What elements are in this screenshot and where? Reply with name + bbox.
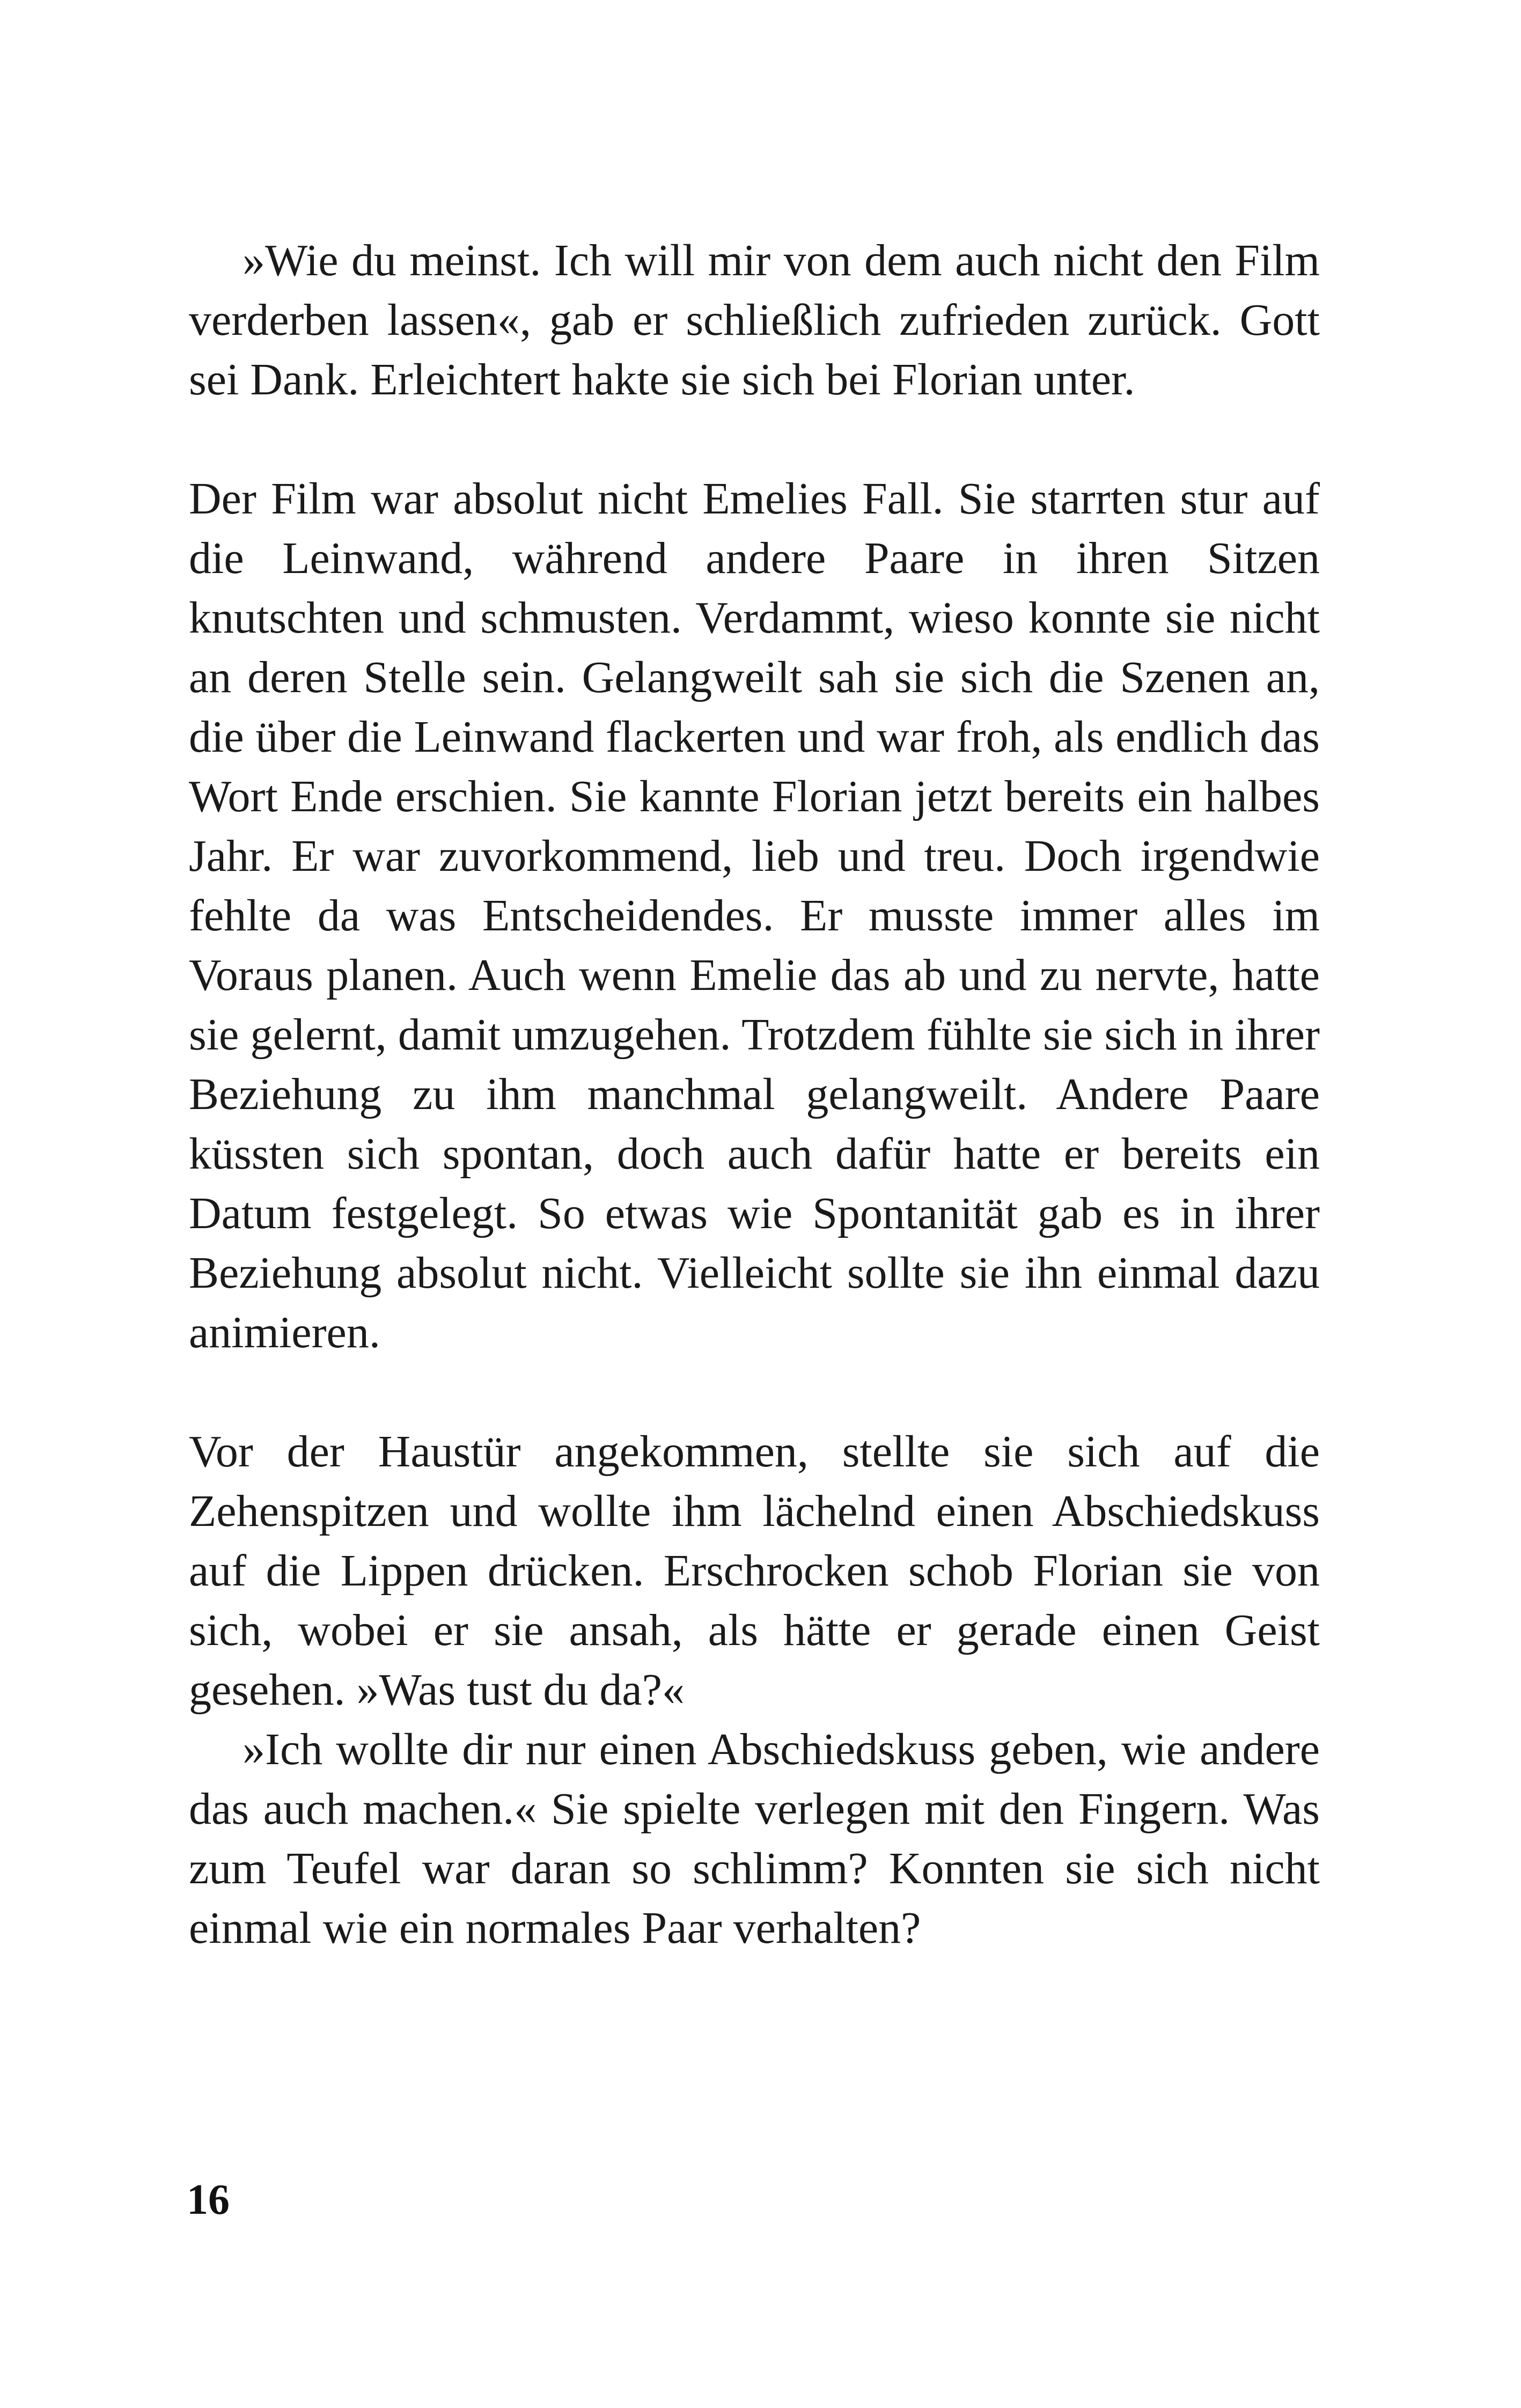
- paragraph-1: »Wie du meinst. Ich will mir von dem auch nicht den Film verderben lassen«, gab er schließlich zufrieden zurück. Gott sei Dank. Erleichtert hakte sie sich bei Florian unter.: [189, 236, 1320, 405]
- paragraph-4: »Ich wollte dir nur einen Abschiedskuss geben, wie andere das auch machen.« Sie spielte verlegen mit den Fingern. Was zum Teufel war daran so schlimm? Konnten sie sich nicht einmal wie ein normales Paar verhalten?: [189, 1724, 1320, 1953]
- paragraph-2: Der Film war absolut nicht Emelies Fall. Sie starrten stur auf die Leinwand, während andere Paare in ihren Sitzen knutschten und schmusten. Verdammt, wieso konnte sie nicht an deren Stelle sein. Gelangweilt sah sie sich die Szenen an, die über die Leinwand flackerten und war froh, als endlich das Wort Ende erschien. Sie kannte Florian jetzt bereits ein halbes Jahr. Er war zuvorkommend, lieb und treu. Doch irgendwie fehlte da was Entscheidendes. Er musste immer alles im Voraus planen. Auch wenn Emelie das ab und zu nervte, hatte sie gelernt, damit umzugehen. Trotzdem fühlte sie sich in ihrer Beziehung zu ihm manchmal gelangweilt. Andere Paare küssten sich spontan, doch auch dafür hatte er bereits ein Datum festgelegt. So etwas wie Spontanität gab es in ihrer Beziehung absolut nicht. Vielleicht sollte sie ihn einmal dazu animieren.: [189, 474, 1320, 1357]
- paragraph-3: Vor der Haustür angekommen, stellte sie sich auf die Zehenspitzen und wollte ihm lächelnd einen Abschiedskuss auf die Lippen drücken. Erschrocken schob Florian sie von sich, wobei er sie ansah, als hätte er gerade einen Geist gesehen. »Was tust du da?«: [189, 1427, 1320, 1715]
- page-number: 16: [187, 2176, 230, 2223]
- body-text: [189, 231, 1320, 1958]
